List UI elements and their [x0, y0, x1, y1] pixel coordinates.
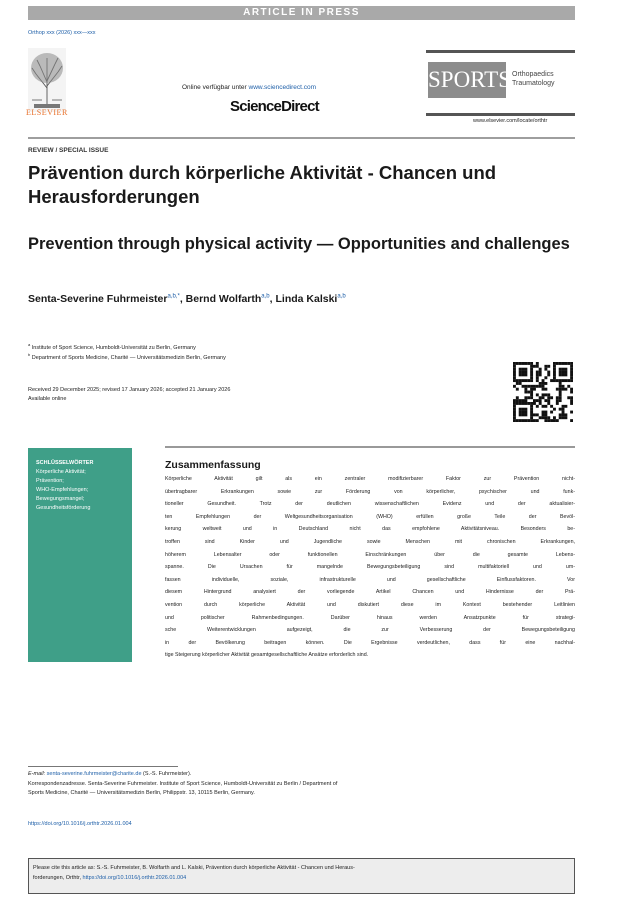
abstract-line: troffen sind Kinder und Jugendliche sowie Menschen mit chronischen Erkrankungen,: [165, 539, 575, 545]
title-english: Prevention through physical activity — Opportunities and challenges: [28, 235, 570, 253]
keyword-item: Gesundheitsförderung: [36, 505, 91, 511]
abstract-line: kerung weltweit und in Deutschland nicht das empfohlene Aktivitätsniveau. Besonders be-: [165, 526, 575, 533]
abstract-heading: Zusammenfassung: [165, 459, 261, 471]
received-dates: Received 29 December 2025; revised 17 January 2026; accepted 21 January 2026: [28, 387, 231, 393]
citation-line: Please cite this article as: S.-S. Fuhrmeister, B. Wolfarth and L. Kalski, Prävention durch körperliche Aktivität - Chancen und Heraus-: [33, 865, 355, 871]
abstract-divider: [165, 446, 575, 448]
elsevier-tree-logo: [28, 48, 66, 112]
journal-subtitle: [512, 70, 555, 88]
author-separator: ,: [269, 293, 273, 305]
author-name[interactable]: Bernd Wolfarth: [185, 293, 262, 305]
sciencedirect-link[interactable]: www.sciencedirect.com: [248, 84, 317, 91]
abstract-line: tioneller Gesundheit. Trotz der deutlichen wissenschaftlichen Evidenz und der aktualisier-: [165, 501, 575, 508]
journal-subtitle-line1: Orthopaedics: [512, 71, 554, 78]
abstract-line: spanne. Die Ursachen für mangelnde Bewegungsbeteiligung sind multifaktoriell und um-: [165, 564, 575, 571]
publisher-name: ELSEVIER: [26, 108, 68, 117]
author-affiliation-marker[interactable]: a,b: [337, 293, 346, 300]
author-list: [28, 293, 346, 305]
abstract-line: diesem Hintergrund analysiert der vorliegende Artikel Chancen und Hindernisse der Prä-: [165, 589, 575, 596]
qr-code-icon[interactable]: [513, 362, 573, 422]
correspondence-line: Sports Medicine, Charité — Universitätsmedizin Berlin, Philippstr. 13, 10115 Berlin, Germany.: [28, 790, 255, 796]
abstract-line: übertragbarer Erkrankungen sowie zur Förderung von körperlicher, psychischer und funk-: [165, 488, 575, 495]
keywords-label: SCHLÜSSELWÖRTER: [36, 460, 94, 466]
journal-reference[interactable]: Orthop xxx (2026) xxx—xxx: [28, 30, 96, 36]
online-prefix: Online verfügbar unter: [182, 84, 247, 91]
abstract-line: höherem Lebensalter oder funktionellen Einschränkungen über die gesamte Lebens-: [165, 551, 575, 558]
citation-prefix: forderungen, Orthtr,: [33, 875, 81, 881]
author-affiliation-marker[interactable]: a,b,*: [167, 293, 180, 300]
author-affiliation-marker[interactable]: a,b: [261, 293, 270, 300]
sciencedirect-logo: ScienceDirect: [230, 98, 319, 115]
abstract-line: ten Empfehlungen der Weltgesundheitsorganisation (WHO) erfüllen große Teile der Bevöl-: [165, 513, 575, 520]
affiliation-text: Institute of Sport Science, Humboldt-Universität zu Berlin, Germany: [31, 344, 196, 351]
keyword-item: Prävention;: [36, 478, 64, 484]
article-category: REVIEW / SPECIAL ISSUE: [28, 147, 109, 154]
abstract-line: tige Steigerung körperlicher Aktivität gesamtgesellschaftliche Ansätze erforderlich sind.: [165, 652, 369, 659]
email-label: E-mail:: [28, 771, 46, 777]
abstract-line: sche Weiterentwicklungen aufgezeigt, die zur Verbesserung der Bewegungsbeteiligung: [165, 627, 575, 634]
affiliation: [28, 352, 226, 361]
citation-line: [33, 873, 568, 883]
author-name[interactable]: Linda Kalski: [275, 293, 338, 305]
keywords-panel: [28, 448, 132, 662]
abstract-line: vention durch körperliche Aktivität und diskutiert diese im Kontext bestehender Leitlinien: [165, 602, 575, 608]
journal-url[interactable]: www.elsevier.com/locate/orthtr: [473, 118, 548, 124]
abstract-line: Körperliche Aktivität gilt als ein zentraler modifizierbarer Faktor zur Prävention nicht-: [165, 476, 575, 482]
title-german: Prävention durch körperliche Aktivität - Chancen und Herausforderungen: [28, 162, 497, 207]
author-email-link[interactable]: senta-severine.fuhrmeister@charite.de: [46, 771, 142, 777]
journal-logo: SPORTS: [428, 62, 506, 98]
journal-subtitle-line2: Traumatology: [512, 80, 555, 87]
email-footnote: [28, 771, 191, 777]
online-availability: [182, 84, 316, 91]
affiliation-marker: b: [28, 352, 31, 357]
doi-link[interactable]: https://doi.org/10.1016/j.orthtr.2026.01.004: [28, 821, 132, 827]
author-name[interactable]: Senta-Severine Fuhrmeister: [28, 293, 168, 305]
affiliation-marker: a: [28, 342, 31, 347]
abstract-line: fassen individuelle, soziale, infrastrukturelle und gesellschaftliche Einflussfaktoren. Vor: [165, 576, 575, 583]
author-separator: ,: [179, 293, 183, 305]
abstract-line: und politischer Rahmenbedingungen. Darüber hinaus werden Ansatzpunkte für strategi-: [165, 614, 575, 621]
abstract-line: in der Bevölkerung beitragen können. Die Ergebnisse verdeutlichen, dass für eine nachhal-: [165, 639, 575, 646]
correspondence-line: Korrespondenzadresse. Senta-Severine Fuhrmeister. Institute of Sport Science, Humboldt-Universität zu Berlin / Department of: [28, 781, 338, 787]
citation-box: [28, 858, 575, 894]
keyword-item: Bewegungsmangel;: [36, 496, 85, 502]
citation-doi-link[interactable]: https://doi.org/10.1016/j.orthtr.2026.01.004: [82, 875, 187, 881]
email-suffix: (S.-S. Fuhrmeister).: [143, 771, 192, 777]
available-online: Available online: [28, 396, 67, 402]
citation-text: [33, 863, 568, 883]
keyword-item: WHO-Empfehlungen;: [36, 487, 89, 493]
header-divider: [28, 137, 575, 139]
article-in-press-banner: ARTICLE IN PRESS: [28, 6, 575, 20]
keyword-item: Körperliche Aktivität;: [36, 469, 86, 475]
affiliation: [28, 342, 196, 351]
affiliation-text: Department of Sports Medicine, Charité — Universitätsmedizin Berlin, Germany: [31, 354, 226, 361]
footnote-divider: [28, 766, 178, 767]
